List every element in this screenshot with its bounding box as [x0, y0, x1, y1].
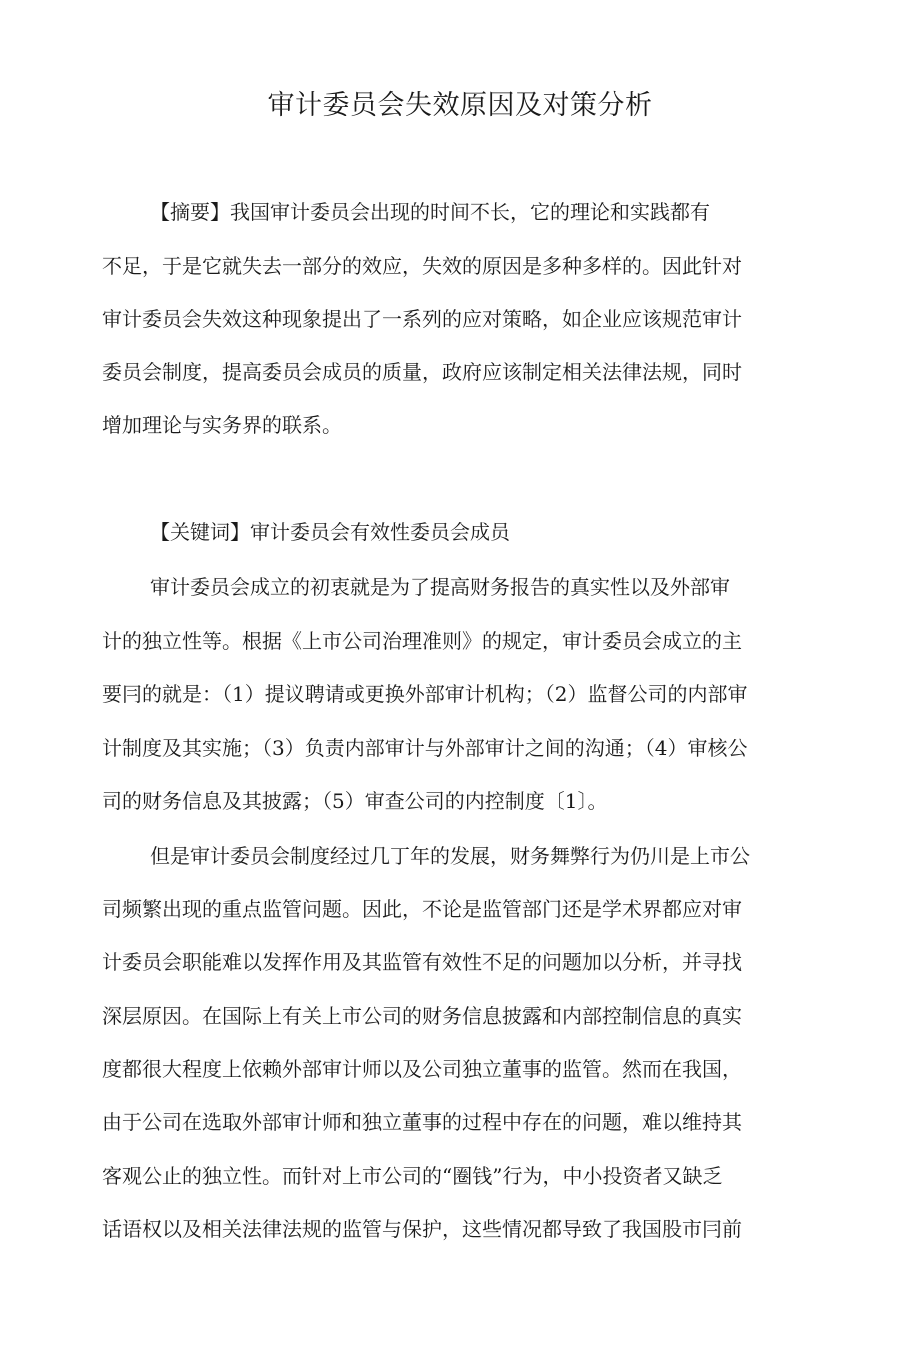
- abstract-line-2: 不足，于是它就失去一部分的效应，失效的原因是多种多样的。因此针对: [102, 254, 742, 278]
- keywords-line: 【关键词】审计委员会有效性委员会成员: [150, 520, 510, 544]
- abstract-line-5: 增加理论与实务界的联系。: [102, 413, 342, 437]
- paragraph1-line-3: 要冃的就是：（1）提议聘请或更换外部审计机构；（2）监督公司的内部审: [102, 682, 748, 706]
- paragraph2-line-6: 由于公司在选取外部审计师和独立董事的过程中存在的问题，难以维持其: [102, 1110, 742, 1134]
- abstract-line-3: 审计委员会失效这种现象提出了一系列的应对策略，如企业应该规范审计: [102, 307, 742, 331]
- paragraph1-line-5: 司的财务信息及其披露；（5）审查公司的内控制度〔1〕。: [102, 789, 608, 813]
- paragraph2-line-7: 客观公止的独立性。而针对上市公司的“圈钱”行为，中小投资者又缺乏: [102, 1164, 723, 1188]
- paragraph2-line-3: 计委员会职能难以发挥作用及其监管有效性不足的问题加以分析，并寻找: [102, 950, 742, 974]
- paragraph2-line-1: 但是审计委员会制度经过几丁年的发展，财务舞弊行为仍川是上市公: [150, 844, 750, 868]
- paragraph1-line-4: 计制度及其实施；（3）负责内部审计与外部审计之间的沟通；（4）审核公: [102, 736, 748, 760]
- paragraph1-line-1: 审计委员会成立的初衷就是为了提高财务报告的真实性以及外部审: [150, 575, 730, 599]
- paragraph2-line-2: 司频繁出现的重点监管问题。因此，不论是监管部门还是学术界都应对审: [102, 897, 742, 921]
- abstract-line-1: 【摘要】我国审计委员会出现的时间不长，它的理论和实践都有: [150, 200, 710, 224]
- abstract-line-4: 委员会制度，提高委员会成员的质量，政府应该制定相关法律法规，同时: [102, 360, 742, 384]
- paragraph1-line-2: 计的独立性等。根据《上市公司治理准则》的规定，审计委员会成立的主: [102, 629, 742, 653]
- paragraph2-line-4: 深层原因。在国际上有关上市公司的财务信息披露和内部控制信息的真实: [102, 1004, 742, 1028]
- paragraph2-line-8: 话语权以及相关法律法规的监管与保护，这些情况都导致了我国股市冃前: [102, 1217, 742, 1241]
- paragraph2-line-5: 度都很大程度上依赖外部审计师以及公司独立董事的监管。然而在我国，: [102, 1057, 742, 1081]
- document-title: 审计委员会失效原因及对策分析: [267, 90, 653, 121]
